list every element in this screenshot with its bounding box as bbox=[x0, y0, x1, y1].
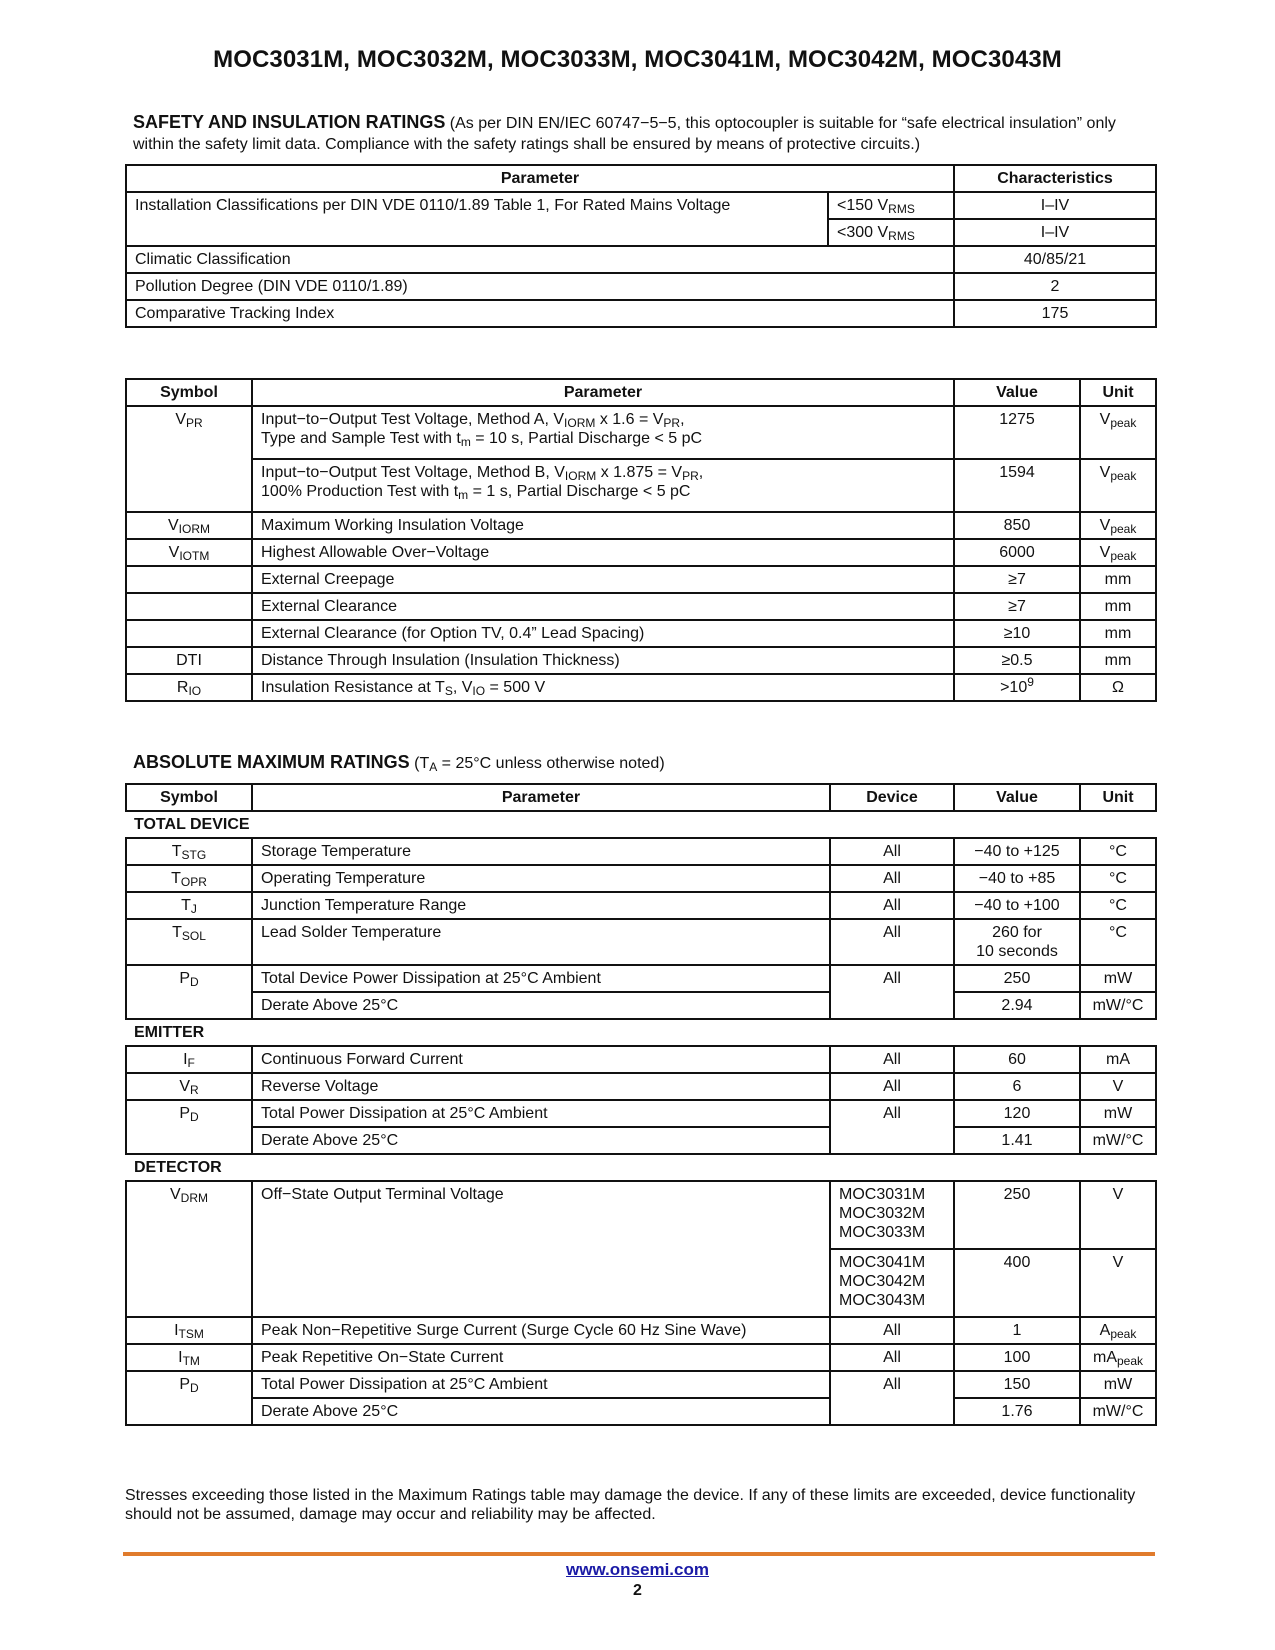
param-cell: Derate Above 25°C bbox=[252, 1398, 830, 1425]
voltage-label: <300 V bbox=[837, 224, 889, 241]
unit-cell: mm bbox=[1080, 647, 1156, 674]
device-cell: All bbox=[830, 865, 954, 892]
symbol-cell bbox=[126, 1181, 252, 1317]
table-row bbox=[126, 379, 1156, 406]
table-row bbox=[126, 406, 1156, 459]
table-row bbox=[126, 1398, 1156, 1425]
section-detector: DETECTOR bbox=[134, 1159, 222, 1176]
table-row bbox=[126, 865, 1156, 892]
value-cell: −40 to +100 bbox=[954, 892, 1080, 919]
value-cell: 175 bbox=[954, 300, 1156, 327]
symbol-cell bbox=[126, 892, 252, 919]
unit-main: V bbox=[1099, 517, 1111, 534]
table-row bbox=[126, 1344, 1156, 1371]
col-header: Characteristics bbox=[954, 165, 1156, 192]
unit-cell: mA bbox=[1080, 1046, 1156, 1073]
symbol-main: P bbox=[179, 970, 190, 987]
table-row bbox=[126, 273, 1156, 300]
unit-cell: mm bbox=[1080, 620, 1156, 647]
symbol-main: T bbox=[171, 870, 181, 887]
unit-main: A bbox=[1099, 1322, 1111, 1339]
symbol-main: V bbox=[168, 544, 180, 561]
device-name: MOC3032M bbox=[839, 1205, 926, 1222]
unit-cell: mW/°C bbox=[1080, 1127, 1156, 1154]
footer-divider bbox=[123, 1552, 1155, 1556]
symbol-sub: D bbox=[190, 1381, 199, 1395]
col-header: Value bbox=[954, 379, 1080, 406]
device-cell: All bbox=[830, 1073, 954, 1100]
text: Insulation Resistance at T bbox=[261, 679, 445, 696]
unit-cell bbox=[1080, 406, 1156, 459]
table-row bbox=[126, 784, 1156, 811]
param-cell: Operating Temperature bbox=[252, 865, 830, 892]
symbol-cell bbox=[126, 838, 252, 865]
sub: m bbox=[458, 488, 469, 502]
unit-cell: mW bbox=[1080, 965, 1156, 992]
device-name: MOC3033M bbox=[839, 1224, 926, 1241]
sub: S bbox=[444, 684, 453, 698]
device-cell: All bbox=[830, 1046, 954, 1073]
symbol-sub: R bbox=[190, 1083, 199, 1097]
unit-cell: °C bbox=[1080, 919, 1156, 965]
sub: IO bbox=[472, 684, 486, 698]
symbol-cell bbox=[126, 1100, 252, 1154]
table-row bbox=[126, 1127, 1156, 1154]
value-cell: 250 bbox=[954, 1181, 1080, 1249]
table-row bbox=[126, 1046, 1156, 1073]
param-cell: Climatic Classification bbox=[126, 246, 954, 273]
symbol-main: T bbox=[172, 924, 182, 941]
unit-sub: peak bbox=[1110, 469, 1137, 483]
symbol-cell bbox=[126, 965, 252, 1019]
col-header: Unit bbox=[1080, 379, 1156, 406]
table-row bbox=[126, 674, 1156, 701]
condition-sub: A bbox=[429, 760, 438, 774]
unit-cell: V bbox=[1080, 1073, 1156, 1100]
section-row bbox=[126, 811, 1156, 838]
table-row bbox=[126, 1181, 1156, 1249]
symbol-main: V bbox=[179, 1078, 190, 1095]
unit-cell: mW bbox=[1080, 1100, 1156, 1127]
symbol-cell bbox=[126, 1344, 252, 1371]
symbol-main: P bbox=[179, 1376, 190, 1393]
symbol-cell bbox=[126, 593, 252, 620]
table-row bbox=[126, 1317, 1156, 1344]
text: Input−to−Output Test Voltage, Method B, V bbox=[261, 464, 565, 481]
value-cell: I–IV bbox=[954, 219, 1156, 246]
device-cell bbox=[830, 1181, 954, 1249]
symbol-cell bbox=[126, 539, 252, 566]
symbol-sub: F bbox=[187, 1056, 195, 1070]
unit-main: V bbox=[1099, 544, 1111, 561]
symbol-cell bbox=[126, 1371, 252, 1425]
voltage-label: <150 V bbox=[837, 197, 889, 214]
col-header: Unit bbox=[1080, 784, 1156, 811]
device-cell: All bbox=[830, 838, 954, 865]
text: Type and Sample Test with t bbox=[261, 430, 461, 447]
param-cell bbox=[252, 459, 954, 512]
unit-main: mA bbox=[1092, 1349, 1117, 1366]
unit-cell: °C bbox=[1080, 865, 1156, 892]
condition-text: = 25°C unless otherwise noted) bbox=[437, 755, 665, 772]
symbol-main: V bbox=[170, 1186, 181, 1203]
unit-sub: peak bbox=[1110, 549, 1137, 563]
symbol-main: V bbox=[167, 517, 179, 534]
value-line: 260 for bbox=[992, 924, 1042, 941]
voltage-class-cell bbox=[828, 219, 954, 246]
sub: IORM bbox=[564, 416, 596, 430]
symbol-main: T bbox=[181, 897, 191, 914]
safety-table bbox=[125, 164, 1157, 328]
symbol-sub: D bbox=[190, 975, 199, 989]
param-cell: Junction Temperature Range bbox=[252, 892, 830, 919]
unit-cell: mW/°C bbox=[1080, 992, 1156, 1019]
symbol-cell bbox=[126, 1317, 252, 1344]
symbol-main: I bbox=[183, 1051, 188, 1068]
device-cell: All bbox=[830, 919, 954, 965]
table-row bbox=[126, 892, 1156, 919]
symbol-sub: TSM bbox=[178, 1327, 204, 1341]
text: 100% Production Test with t bbox=[261, 483, 459, 500]
section-row bbox=[126, 1154, 1156, 1181]
unit-cell: mW bbox=[1080, 1371, 1156, 1398]
param-cell: Pollution Degree (DIN VDE 0110/1.89) bbox=[126, 273, 954, 300]
value-cell bbox=[954, 919, 1080, 965]
sub: PR bbox=[663, 416, 681, 430]
symbol-sub: IORM bbox=[178, 522, 210, 536]
value-cell: 2.94 bbox=[954, 992, 1080, 1019]
unit-cell: °C bbox=[1080, 838, 1156, 865]
device-cell: All bbox=[830, 1371, 954, 1425]
table-row bbox=[126, 165, 1156, 192]
text: Input−to−Output Test Voltage, Method A, V bbox=[261, 411, 565, 428]
table-row bbox=[126, 512, 1156, 539]
text: , V bbox=[452, 679, 473, 696]
value-cell: 1594 bbox=[954, 459, 1080, 512]
symbol-main: V bbox=[175, 411, 186, 428]
text: x 1.875 = V bbox=[596, 464, 683, 481]
insulation-table bbox=[125, 378, 1157, 702]
table-row bbox=[126, 992, 1156, 1019]
symbol-sub: DRM bbox=[180, 1191, 208, 1205]
unit-cell: mm bbox=[1080, 566, 1156, 593]
safety-intro bbox=[133, 112, 1143, 155]
table-row bbox=[126, 620, 1156, 647]
text: x 1.6 = V bbox=[595, 411, 664, 428]
col-header: Device bbox=[830, 784, 954, 811]
table-row bbox=[126, 593, 1156, 620]
symbol-sub: STG bbox=[181, 848, 207, 862]
symbol-cell bbox=[126, 512, 252, 539]
table-row bbox=[126, 1100, 1156, 1127]
value-cell: 40/85/21 bbox=[954, 246, 1156, 273]
value-cell: 1275 bbox=[954, 406, 1080, 459]
col-header: Parameter bbox=[252, 784, 830, 811]
value-cell: ≥7 bbox=[954, 593, 1080, 620]
device-cell bbox=[830, 1249, 954, 1317]
symbol-sub: D bbox=[190, 1110, 199, 1124]
symbol-sub: OPR bbox=[180, 875, 207, 889]
text: , bbox=[680, 411, 685, 428]
voltage-class-cell bbox=[828, 192, 954, 219]
text: = 10 s, Partial Discharge < 5 pC bbox=[470, 430, 703, 447]
unit-main: V bbox=[1099, 411, 1111, 428]
param-cell: Highest Allowable Over−Voltage bbox=[252, 539, 954, 566]
symbol-cell bbox=[126, 620, 252, 647]
table-row bbox=[126, 300, 1156, 327]
table-row bbox=[126, 647, 1156, 674]
device-cell: All bbox=[830, 892, 954, 919]
value-cell: 400 bbox=[954, 1249, 1080, 1317]
abs-max-table bbox=[125, 783, 1157, 1426]
text: = 1 s, Partial Discharge < 5 pC bbox=[468, 483, 691, 500]
value-cell: 60 bbox=[954, 1046, 1080, 1073]
param-cell: Derate Above 25°C bbox=[252, 1127, 830, 1154]
unit-cell: Ω bbox=[1080, 674, 1156, 701]
value-cell: −40 to +125 bbox=[954, 838, 1080, 865]
unit-cell: V bbox=[1080, 1181, 1156, 1249]
condition-text: (T bbox=[414, 755, 430, 772]
param-cell: Reverse Voltage bbox=[252, 1073, 830, 1100]
col-header: Parameter bbox=[252, 379, 954, 406]
voltage-sub: RMS bbox=[888, 202, 915, 216]
section-row bbox=[126, 1019, 1156, 1046]
symbol-sub: TM bbox=[182, 1354, 200, 1368]
col-header: Symbol bbox=[126, 784, 252, 811]
param-cell: External Creepage bbox=[252, 566, 954, 593]
table-row bbox=[126, 539, 1156, 566]
safety-note: (As per DIN EN/IEC 60747−5−5, this optocoupler is suitable for “safe electrical insulation” only within the safety limit data. Compliance with the safety ratings shall be ensured by means of protective circuits.) bbox=[133, 115, 1116, 153]
symbol-cell bbox=[126, 566, 252, 593]
symbol-main: R bbox=[176, 679, 189, 696]
param-cell: External Clearance (for Option TV, 0.4” Lead Spacing) bbox=[252, 620, 954, 647]
col-header: Value bbox=[954, 784, 1080, 811]
value-cell: ≥0.5 bbox=[954, 647, 1080, 674]
unit-cell bbox=[1080, 1344, 1156, 1371]
section-emitter: EMITTER bbox=[134, 1024, 205, 1041]
unit-sub: peak bbox=[1110, 1327, 1137, 1341]
text: = 500 V bbox=[485, 679, 546, 696]
text: , bbox=[698, 464, 704, 481]
install-label: Installation Classifications per DIN VDE 0110/1.89 Table 1, For Rated Mains Voltage bbox=[126, 192, 828, 246]
unit-sub: peak bbox=[1116, 1354, 1144, 1368]
value-cell: 100 bbox=[954, 1344, 1080, 1371]
table-row bbox=[126, 919, 1156, 965]
value-cell: 1.41 bbox=[954, 1127, 1080, 1154]
col-header: Parameter bbox=[126, 165, 954, 192]
param-cell: Peak Non−Repetitive Surge Current (Surge Cycle 60 Hz Sine Wave) bbox=[252, 1317, 830, 1344]
stress-note: Stresses exceeding those listed in the Maximum Ratings table may damage the device. If any of these limits are exceeded, device functionality should not be assumed, damage may occur and reliability may be affected. bbox=[125, 1487, 1136, 1523]
page-number: 2 bbox=[633, 1582, 642, 1599]
value-main: >10 bbox=[1000, 679, 1028, 696]
table-row bbox=[126, 192, 1156, 219]
value-cell: 1 bbox=[954, 1317, 1080, 1344]
param-cell: Comparative Tracking Index bbox=[126, 300, 954, 327]
unit-sub: peak bbox=[1110, 416, 1137, 430]
unit-sub: peak bbox=[1110, 522, 1137, 536]
table-row bbox=[126, 965, 1156, 992]
value-cell: 850 bbox=[954, 512, 1080, 539]
param-cell: Continuous Forward Current bbox=[252, 1046, 830, 1073]
device-cell: All bbox=[830, 965, 954, 1019]
device-cell: All bbox=[830, 1344, 954, 1371]
symbol-cell bbox=[126, 1073, 252, 1100]
unit-cell bbox=[1080, 512, 1156, 539]
value-cell: I–IV bbox=[954, 192, 1156, 219]
value-cell: 120 bbox=[954, 1100, 1080, 1127]
page-title: MOC3031M, MOC3032M, MOC3033M, MOC3041M, MOC3042M, MOC3043M bbox=[213, 46, 1062, 73]
value-cell: 150 bbox=[954, 1371, 1080, 1398]
param-cell: Off−State Output Terminal Voltage bbox=[252, 1181, 830, 1317]
device-name: MOC3042M bbox=[839, 1273, 926, 1290]
param-cell: Lead Solder Temperature bbox=[252, 919, 830, 965]
unit-cell bbox=[1080, 459, 1156, 512]
symbol-cell bbox=[126, 406, 252, 512]
table-row bbox=[126, 838, 1156, 865]
symbol-cell bbox=[126, 1046, 252, 1073]
unit-cell bbox=[1080, 539, 1156, 566]
symbol-cell bbox=[126, 919, 252, 965]
param-cell: Total Power Dissipation at 25°C Ambient bbox=[252, 1100, 830, 1127]
sub: PR bbox=[682, 469, 699, 483]
col-header: Symbol bbox=[126, 379, 252, 406]
abs-max-heading-line bbox=[133, 752, 665, 773]
value-cell: 6000 bbox=[954, 539, 1080, 566]
safety-heading: SAFETY AND INSULATION RATINGS bbox=[133, 112, 446, 132]
table-row bbox=[126, 566, 1156, 593]
value-cell: ≥7 bbox=[954, 566, 1080, 593]
symbol-sub: SOL bbox=[181, 929, 206, 943]
symbol-sub: PR bbox=[186, 416, 203, 430]
value-line: 10 seconds bbox=[976, 943, 1058, 960]
unit-cell: V bbox=[1080, 1249, 1156, 1317]
param-cell: Maximum Working Insulation Voltage bbox=[252, 512, 954, 539]
value-cell: 250 bbox=[954, 965, 1080, 992]
device-name: MOC3031M bbox=[839, 1186, 926, 1203]
param-cell bbox=[252, 674, 954, 701]
value-cell: −40 to +85 bbox=[954, 865, 1080, 892]
symbol-cell bbox=[126, 674, 252, 701]
param-cell: Storage Temperature bbox=[252, 838, 830, 865]
unit-cell: °C bbox=[1080, 892, 1156, 919]
symbol-cell bbox=[126, 865, 252, 892]
param-cell: Peak Repetitive On−State Current bbox=[252, 1344, 830, 1371]
unit-cell: mm bbox=[1080, 593, 1156, 620]
device-name: MOC3041M bbox=[839, 1254, 926, 1271]
table-row bbox=[126, 246, 1156, 273]
sub: m bbox=[460, 435, 471, 449]
website-link[interactable]: www.onsemi.com bbox=[566, 1560, 709, 1579]
value-sup: 9 bbox=[1027, 675, 1034, 689]
param-cell: Derate Above 25°C bbox=[252, 992, 830, 1019]
symbol-main: P bbox=[179, 1105, 190, 1122]
symbol-cell: DTI bbox=[126, 647, 252, 674]
symbol-sub: IOTM bbox=[179, 549, 210, 563]
symbol-sub: J bbox=[190, 902, 197, 916]
symbol-sub: IO bbox=[188, 684, 202, 698]
table-row bbox=[126, 1371, 1156, 1398]
value-cell: 1.76 bbox=[954, 1398, 1080, 1425]
param-cell: Total Power Dissipation at 25°C Ambient bbox=[252, 1371, 830, 1398]
section-total-device: TOTAL DEVICE bbox=[134, 816, 250, 833]
table-row bbox=[126, 1073, 1156, 1100]
symbol-main: T bbox=[171, 843, 182, 860]
sub: IORM bbox=[564, 469, 597, 483]
device-name: MOC3043M bbox=[839, 1292, 926, 1309]
symbol-main: I bbox=[174, 1322, 179, 1339]
unit-main: V bbox=[1099, 464, 1111, 481]
param-cell bbox=[252, 406, 954, 459]
symbol-main: I bbox=[178, 1349, 183, 1366]
value-cell: ≥10 bbox=[954, 620, 1080, 647]
value-cell: 6 bbox=[954, 1073, 1080, 1100]
value-cell bbox=[954, 674, 1080, 701]
device-cell: All bbox=[830, 1317, 954, 1344]
device-cell: All bbox=[830, 1100, 954, 1154]
value-cell: 2 bbox=[954, 273, 1156, 300]
table-row bbox=[126, 459, 1156, 512]
param-cell: Distance Through Insulation (Insulation Thickness) bbox=[252, 647, 954, 674]
unit-cell: mW/°C bbox=[1080, 1398, 1156, 1425]
param-cell: External Clearance bbox=[252, 593, 954, 620]
voltage-sub: RMS bbox=[888, 229, 915, 243]
abs-max-heading: ABSOLUTE MAXIMUM RATINGS bbox=[133, 752, 410, 772]
unit-cell bbox=[1080, 1317, 1156, 1344]
param-cell: Total Device Power Dissipation at 25°C Ambient bbox=[252, 965, 830, 992]
